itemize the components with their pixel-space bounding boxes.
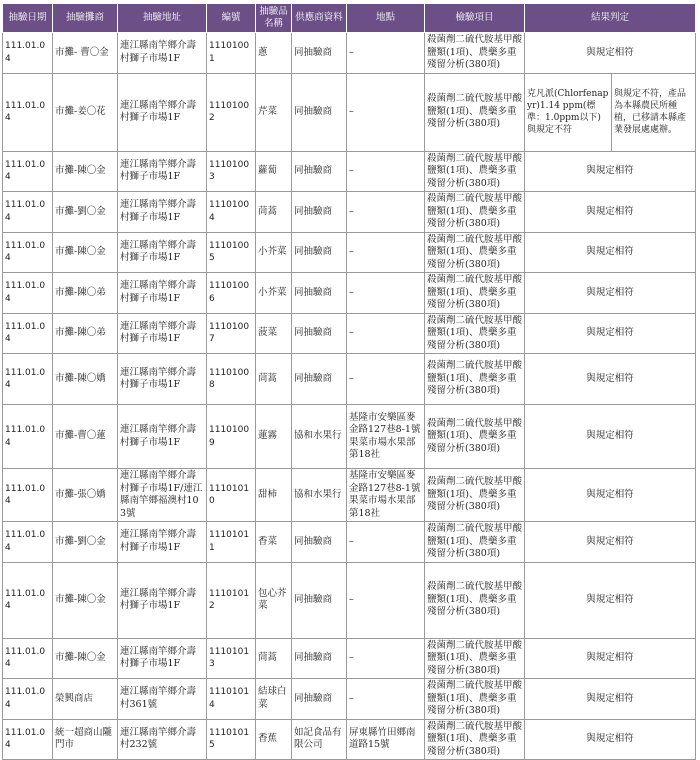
cell-vendor: 統一超商山隴門市	[53, 719, 118, 760]
cell-result: 與規定相符	[525, 469, 696, 522]
cell-result: 與規定相符	[525, 679, 696, 720]
cell-date: 111.01.04	[3, 405, 53, 469]
table-row	[3, 469, 696, 522]
cell-date: 111.01.04	[3, 192, 53, 233]
cell-product: 茼蒿	[256, 354, 292, 405]
cell-date: 111.01.04	[3, 313, 53, 354]
cell-test: 殺菌劑二硫代胺基甲酸鹽類(1項)、農藥多重殘留分析(380項)	[425, 469, 525, 522]
cell-test: 殺菌劑二硫代胺基甲酸鹽類(1項)、農藥多重殘留分析(380項)	[425, 192, 525, 233]
cell-result: 與規定相符	[525, 562, 696, 638]
cell-supplier: 同抽驗商	[292, 522, 347, 563]
cell-product: 茼蒿	[256, 638, 292, 679]
cell-address: 連江縣南竿鄉介壽村獅子市場1F	[118, 33, 207, 74]
table-row	[3, 719, 696, 760]
cell-supplier: 同抽驗商	[292, 33, 347, 74]
cell-date: 111.01.04	[3, 73, 53, 151]
cell-address: 連江縣南竿鄉介壽村獅子市場1F	[118, 354, 207, 405]
cell-vendor: 市攤-陳〇金	[53, 151, 118, 192]
cell-id: 11101011	[207, 522, 256, 563]
cell-result: 與規定相符	[525, 192, 696, 233]
table-row	[3, 273, 696, 314]
table-row	[3, 522, 696, 563]
cell-supplier: 同抽驗商	[292, 354, 347, 405]
cell-test: 殺菌劑二硫代胺基甲酸鹽類(1項)、農藥多重殘留分析(380項)	[425, 562, 525, 638]
cell-supplier: 協和水果行	[292, 405, 347, 469]
cell-id: 11101010	[207, 469, 256, 522]
cell-supplier: 同抽驗商	[292, 562, 347, 638]
cell-address: 連江縣南竿鄉介壽村232號	[118, 719, 207, 760]
cell-id: 11101013	[207, 638, 256, 679]
cell-vendor: 市攤-陳〇金	[53, 638, 118, 679]
cell-address: 連江縣南竿鄉介壽村獅子市場1F	[118, 313, 207, 354]
cell-product: 芹菜	[256, 73, 292, 151]
cell-product: 香菜	[256, 522, 292, 563]
header-vendor: 抽驗攤商	[53, 4, 118, 33]
table-row	[3, 679, 696, 720]
cell-vendor: 市攤-劉〇金	[53, 192, 118, 233]
cell-address: 連江縣南竿鄉介壽村361號	[118, 679, 207, 720]
cell-test: 殺菌劑二硫代胺基甲酸鹽類(1項)、農藥多重殘留分析(380項)	[425, 33, 525, 74]
cell-date: 111.01.04	[3, 151, 53, 192]
cell-id: 11101007	[207, 313, 256, 354]
cell-result: 與規定相符	[525, 232, 696, 273]
cell-vendor: 市攤-陳〇嬌	[53, 354, 118, 405]
cell-date: 111.01.04	[3, 522, 53, 563]
cell-location: –	[347, 33, 425, 74]
cell-supplier: 協和水果行	[292, 469, 347, 522]
cell-vendor: 市攤-劉〇金	[53, 522, 118, 563]
cell-address: 連江縣南竿鄉介壽村獅子市場1F	[118, 151, 207, 192]
cell-result: 與規定相符	[525, 719, 696, 760]
table-row	[3, 354, 696, 405]
cell-result: 與規定相符	[525, 273, 696, 314]
cell-id: 11101009	[207, 405, 256, 469]
cell-result: 與規定相符	[525, 151, 696, 192]
cell-address: 連江縣南竿鄉介壽村獅子市場1F	[118, 273, 207, 314]
cell-address: 連江縣南竿鄉介壽村獅子市場1F/連江縣南竿鄉福澳村103號	[118, 469, 207, 522]
table-row	[3, 313, 696, 354]
cell-location: –	[347, 638, 425, 679]
header-date: 抽驗日期	[3, 4, 53, 33]
cell-product: 菠菜	[256, 313, 292, 354]
cell-product: 小芥菜	[256, 232, 292, 273]
cell-location: –	[347, 522, 425, 563]
cell-vendor: 市攤- 曹〇金	[53, 33, 118, 74]
cell-test: 殺菌劑二硫代胺基甲酸鹽類(1項)、農藥多重殘留分析(380項)	[425, 638, 525, 679]
cell-id: 11101014	[207, 679, 256, 720]
cell-result: 與規定相符	[525, 313, 696, 354]
table-row	[3, 33, 696, 74]
cell-supplier: 同抽驗商	[292, 638, 347, 679]
cell-vendor: 市攤-陳〇弟	[53, 313, 118, 354]
cell-supplier: 同抽驗商	[292, 679, 347, 720]
cell-product: 包心芥菜	[256, 562, 292, 638]
cell-product: 香蕉	[256, 719, 292, 760]
table-row	[3, 73, 696, 151]
cell-id: 11101001	[207, 33, 256, 74]
cell-result: 與規定相符	[525, 354, 696, 405]
cell-address: 連江縣南竿鄉介壽村獅子市場1F	[118, 522, 207, 563]
cell-vendor: 市攤-姜〇花	[53, 73, 118, 151]
cell-location: –	[347, 562, 425, 638]
cell-address: 連江縣南竿鄉介壽村獅子市場1F	[118, 638, 207, 679]
cell-date: 111.01.04	[3, 638, 53, 679]
cell-date: 111.01.04	[3, 232, 53, 273]
cell-vendor: 市攤-陳〇金	[53, 562, 118, 638]
cell-id: 11101006	[207, 273, 256, 314]
cell-test: 殺菌劑二硫代胺基甲酸鹽類(1項)、農藥多重殘留分析(380項)	[425, 354, 525, 405]
cell-test: 殺菌劑二硫代胺基甲酸鹽類(1項)、農藥多重殘留分析(380項)	[425, 679, 525, 720]
cell-location: –	[347, 354, 425, 405]
cell-supplier: 同抽驗商	[292, 232, 347, 273]
cell-test: 殺菌劑二硫代胺基甲酸鹽類(1項)、農藥多重殘留分析(380項)	[425, 522, 525, 563]
cell-location: –	[347, 273, 425, 314]
cell-product: 蘿蔔	[256, 151, 292, 192]
cell-result-detail: 克凡派(Chlorfenapyr)1.14 ppm(標準：1.0ppm以下)與規定不符	[525, 73, 612, 151]
cell-vendor: 市攤-張〇嬌	[53, 469, 118, 522]
cell-address: 連江縣南竿鄉介壽村獅子市場1F	[118, 405, 207, 469]
cell-supplier: 同抽驗商	[292, 73, 347, 151]
cell-id: 11101015	[207, 719, 256, 760]
cell-result: 與規定相符	[525, 33, 696, 74]
cell-location: –	[347, 232, 425, 273]
cell-supplier: 同抽驗商	[292, 313, 347, 354]
header-supplier: 供應商資料	[292, 4, 347, 33]
cell-vendor: 榮興商店	[53, 679, 118, 720]
table-row	[3, 151, 696, 192]
cell-location: –	[347, 151, 425, 192]
cell-date: 111.01.04	[3, 273, 53, 314]
cell-id: 11101003	[207, 151, 256, 192]
cell-result: 與規定相符	[525, 522, 696, 563]
cell-location: –	[347, 313, 425, 354]
table-header-row	[3, 4, 696, 33]
cell-address: 連江縣南竿鄉介壽村獅子市場1F	[118, 562, 207, 638]
cell-location: 屏東縣竹田鄉南道路15號	[347, 719, 425, 760]
cell-product: 茼蒿	[256, 192, 292, 233]
cell-test: 殺菌劑二硫代胺基甲酸鹽類(1項)、農藥多重殘留分析(380項)	[425, 313, 525, 354]
cell-date: 111.01.04	[3, 469, 53, 522]
table-row	[3, 562, 696, 638]
cell-address: 連江縣南竿鄉介壽村獅子市場1F	[118, 73, 207, 151]
cell-location: –	[347, 73, 425, 151]
cell-vendor: 市攤-曹〇蓮	[53, 405, 118, 469]
cell-id: 11101004	[207, 192, 256, 233]
cell-id: 11101008	[207, 354, 256, 405]
cell-id: 11101012	[207, 562, 256, 638]
cell-product: 蓮霧	[256, 405, 292, 469]
cell-supplier: 如記食品有限公司	[292, 719, 347, 760]
cell-date: 111.01.04	[3, 562, 53, 638]
inspection-table	[2, 3, 696, 760]
cell-test: 殺菌劑二硫代胺基甲酸鹽類(1項)、農藥多重殘留分析(380項)	[425, 405, 525, 469]
header-test: 檢驗項目	[425, 4, 525, 33]
table-row	[3, 232, 696, 273]
header-result: 結果判定	[525, 4, 696, 33]
header-product: 抽驗品名稱	[256, 4, 292, 33]
cell-vendor: 市攤-陳〇弟	[53, 273, 118, 314]
cell-test: 殺菌劑二硫代胺基甲酸鹽類(1項)、農藥多重殘留分析(380項)	[425, 151, 525, 192]
cell-result: 與規定相符	[525, 405, 696, 469]
header-address: 抽驗地址	[118, 4, 207, 33]
cell-vendor: 市攤-陳〇金	[53, 232, 118, 273]
cell-test: 殺菌劑二硫代胺基甲酸鹽類(1項)、農藥多重殘留分析(380項)	[425, 232, 525, 273]
cell-date: 111.01.04	[3, 33, 53, 74]
cell-location: 基隆市安樂區麥金路127巷8-1號果菜市場水果部第18社	[347, 405, 425, 469]
cell-product: 甜柿	[256, 469, 292, 522]
cell-id: 11101002	[207, 73, 256, 151]
cell-id: 11101005	[207, 232, 256, 273]
header-id: 編號	[207, 4, 256, 33]
cell-test: 殺菌劑二硫代胺基甲酸鹽類(1項)、農藥多重殘留分析(380項)	[425, 719, 525, 760]
cell-product: 小芥菜	[256, 273, 292, 314]
table-row	[3, 638, 696, 679]
cell-result: 與規定相符	[525, 638, 696, 679]
cell-product: 結球白菜	[256, 679, 292, 720]
cell-supplier: 同抽驗商	[292, 151, 347, 192]
cell-product: 蔥	[256, 33, 292, 74]
cell-supplier: 同抽驗商	[292, 192, 347, 233]
cell-date: 111.01.04	[3, 354, 53, 405]
cell-supplier: 同抽驗商	[292, 273, 347, 314]
cell-test: 殺菌劑二硫代胺基甲酸鹽類(1項)、農藥多重殘留分析(380項)	[425, 273, 525, 314]
cell-date: 111.01.04	[3, 679, 53, 720]
cell-address: 連江縣南竿鄉介壽村獅子市場1F	[118, 192, 207, 233]
cell-location: 基隆市安樂區麥金路127巷8-1號果菜市場水果部第18社	[347, 469, 425, 522]
cell-result-note: 與規定不符，產品為本縣農民所種植，已移請本縣產業發展處處辦。	[612, 73, 696, 151]
cell-address: 連江縣南竿鄉介壽村獅子市場1F	[118, 232, 207, 273]
cell-date: 111.01.04	[3, 719, 53, 760]
table-row	[3, 405, 696, 469]
header-location: 地點	[347, 4, 425, 33]
table-row	[3, 192, 696, 233]
cell-test: 殺菌劑二硫代胺基甲酸鹽類(1項)、農藥多重殘留分析(380項)	[425, 73, 525, 151]
cell-location: –	[347, 192, 425, 233]
cell-location: –	[347, 679, 425, 720]
